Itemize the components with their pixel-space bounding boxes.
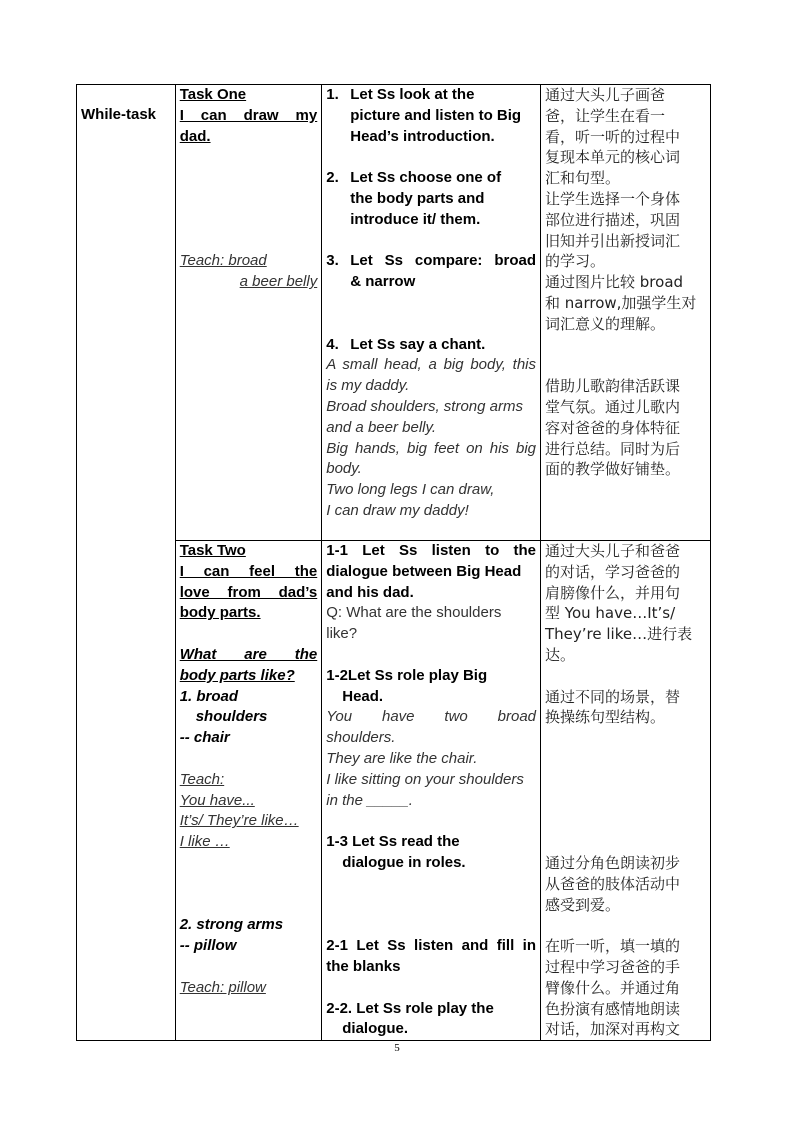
question-shoulders: Q: What are the shoulders [326,604,502,622]
dialogue-line1: You have two broad [326,708,537,726]
question-line1: What are the [179,645,318,663]
task-one-process-cell [322,85,541,541]
task-one-teach2: a beer belly [239,273,318,291]
task-two-notes-cell: 通过大头儿子和爸爸 的对话，学习爸爸的 肩膀像什么，并用句 型 You have…It’s/ They’re like…进行表 达。 通过不同的场景，替 换操练句型结构。 通过分角色朗读初步 从爸爸的肢体活动中 感受到爱。 在听一听，填一填的 过程中学习爸爸的手 臂像什么。并通过角 色扮演有感情地朗读 对话，加深对再构文 [541,541,711,1041]
dialogue-line5: in the _____. [326,791,413,809]
teach-label: Teach: [179,770,225,788]
step-1-1: 1-1 Let Ss listen to the [326,542,537,559]
item-pillow: -- pillow [179,937,237,955]
step-4: 4. Let Ss say a chant. [326,335,486,353]
step-1-3: 1-3 Let Ss read the [326,833,460,851]
dialogue-line3: They are like the chair. [326,749,478,767]
step-2-2-line2: dialogue. [342,1020,409,1038]
stage-label: While-task [81,106,157,123]
task-one-line1: I can draw my [179,106,318,124]
teach-pillow: Teach: pillow [179,978,266,996]
item-broad: 1. broad [179,687,239,705]
chant-text: A small head, a big body, this is my daddy. Broad shoulders, strong arms and a beer belly. Big hands, big feet on his big body. Two long legs I can draw, I can draw my daddy! [326,356,537,519]
teach-its-like: It’s/ They’re like… [179,812,299,830]
task-one-teach1: Teach: broad [179,252,267,270]
task-one-row [77,85,711,541]
question-line2: body parts like? [179,666,295,684]
teach-you-have: You have... [179,791,255,809]
task-two-title: Task Two [179,542,246,559]
task-two-line1: I can feel the [179,562,318,580]
step-2-1-line2: the blanks [326,957,401,975]
item-strong-arms: 2. strong arms [179,916,284,934]
question-shoulders-line2: like? [326,625,358,643]
lesson-plan-table [76,84,711,1041]
task-one-line2: dad. [179,127,211,145]
step-2-2: 2-2. Let Ss role play the [326,999,494,1017]
step-1-2: 1-2Let Ss role play Big [326,666,488,684]
task-one-notes-cell: 通过大头儿子画爸 爸，让学生在看一 看，听一听的过程中 复现本单元的核心词 汇和句型。 让学生选择一个身体 部位进行描述，巩固 旧知并引出新授词汇 的学习。 通过图片比较 broad 和 narrow,加强学生对 词汇意义的理解。 借助儿歌韵律活跃课 堂气氛。通过儿歌内 容对爸爸的身体特征 进行总结。同时为后 面的教学做好铺垫。 [541,85,711,541]
task-two-line2: love from dad’s [179,583,318,601]
task-two-process-cell [322,541,541,1041]
dialogue-line4: I like sitting on your shoulders [326,770,524,788]
step-1-3-line2: dialogue in roles. [342,853,466,871]
item-shoulders: shoulders [195,708,268,726]
task-one-cell [175,85,322,541]
step-1: 1. Let Ss look at the picture and listen to Big Head’s introduction. [326,86,522,145]
step-2: 2. Let Ss choose one of the body parts and introduce it/ them. [326,169,502,228]
step-1-2-line2: Head. [342,687,384,705]
task-one-title: Task One [179,86,247,103]
item-chair: -- chair [179,729,230,747]
step-1-1-line2: dialogue between Big Head [326,562,522,580]
step-1-1-line3: and his dad. [326,583,414,601]
step-2-1: 2-1 Let Ss listen and fill in [326,937,537,955]
page-number: 5 [394,1042,400,1054]
stage-cell [77,85,176,1041]
step-3: 3. Let Ss compare: broad & narrow [326,252,537,291]
teach-i-like: I like … [179,833,230,851]
task-two-line3: body parts. [179,604,261,622]
dialogue-line2: shoulders. [326,729,396,747]
task-two-cell [175,541,322,1041]
